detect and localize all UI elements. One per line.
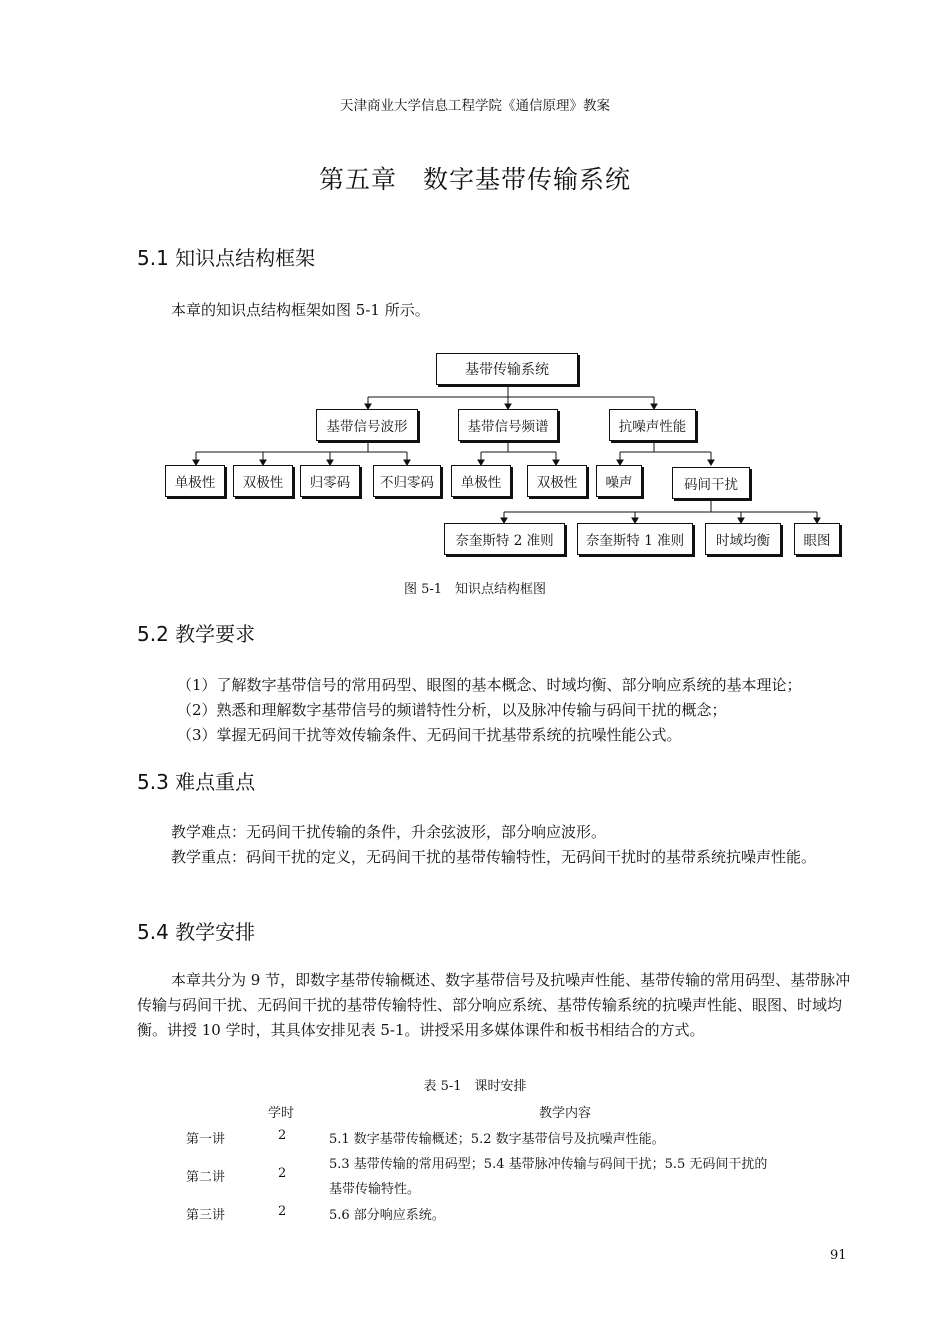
section-5-3-title: 5.3 难点重点 xyxy=(137,770,256,794)
node-l3-nyquist-2: 奈奎斯特 2 准则 xyxy=(444,523,565,555)
node-l1-spectrum: 基带信号频谱 xyxy=(458,409,558,441)
node-l1-waveform: 基带信号波形 xyxy=(316,409,418,441)
node-l2-unipolar: 单极性 xyxy=(165,465,225,497)
chapter-name: 数字基带传输系统 xyxy=(423,165,632,194)
requirement-1: （1）了解数字基带信号的常用码型、眼图的基本概念、时域均衡、部分响应系统的基本理论； xyxy=(177,676,802,694)
arrangement-paragraph: 本章共分为 9 节，即数字基带传输概述、数字基带信号及抗噪声性能、基带传输的常用码型、基带脉冲传输与码间干扰、无码间干扰的基带传输特性、部分响应系统、基带传输系统的抗噪声性能、眼图、时域均衡。讲授 10 学时，其具体安排见表 5-1。讲授采用多媒体课件和板书相结合的方式。 xyxy=(137,971,851,1039)
key-points: 教学重点：码间干扰的定义，无码间干扰的基带传输特性，无码间干扰时的基带系统抗噪声性能。 xyxy=(171,848,817,866)
node-l2-bipolar-2: 双极性 xyxy=(527,465,587,497)
table-cell-content-continued: 基带传输特性。 xyxy=(329,1182,421,1197)
table-header-hours: 学时 xyxy=(268,1106,295,1121)
diagram-connectors xyxy=(0,0,950,600)
table-cell-lecture: 第二讲 xyxy=(186,1170,226,1185)
node-l2-nrz: 不归零码 xyxy=(373,465,441,497)
table-header-content: 教学内容 xyxy=(539,1106,592,1121)
table-cell-content: 5.6 部分响应系统。 xyxy=(329,1208,445,1223)
section-5-4-title: 5.4 教学安排 xyxy=(137,920,256,944)
node-l2-rz: 归零码 xyxy=(300,465,360,497)
node-l2-isi: 码间干扰 xyxy=(672,467,750,499)
table-cell-lecture: 第三讲 xyxy=(186,1208,226,1223)
section-5-1-title: 5.1 知识点结构框架 xyxy=(137,246,316,270)
page-number: 91 xyxy=(830,1248,847,1263)
node-l1-noise-performance: 抗噪声性能 xyxy=(609,409,696,441)
table-cell-hours: 2 xyxy=(278,1204,287,1219)
table-cell-content: 5.3 基带传输的常用码型；5.4 基带脉冲传输与码间干扰；5.5 无码间干扰的 xyxy=(329,1157,768,1172)
requirement-3: （3）掌握无码间干扰等效传输条件、无码间干扰基带系统的抗噪性能公式。 xyxy=(177,726,682,744)
node-l2-noise: 噪声 xyxy=(596,465,642,497)
table-caption: 表 5-1 课时安排 xyxy=(423,1079,527,1094)
chapter-number: 第五章 xyxy=(318,165,397,194)
table-cell-content: 5.1 数字基带传输概述；5.2 数字基带信号及抗噪声性能。 xyxy=(329,1132,665,1147)
figure-caption: 图 5-1 知识点结构框图 xyxy=(403,582,547,597)
table-cell-lecture: 第一讲 xyxy=(186,1132,226,1147)
node-l3-nyquist-1: 奈奎斯特 1 准则 xyxy=(577,523,693,555)
table-cell-hours: 2 xyxy=(278,1166,287,1181)
section-5-1-intro: 本章的知识点结构框架如图 5-1 所示。 xyxy=(171,301,430,319)
section-5-2-title: 5.2 教学要求 xyxy=(137,622,256,646)
requirement-2: （2）熟悉和理解数字基带信号的频谱特性分析，以及脉冲传输与码间干扰的概念； xyxy=(177,701,727,719)
node-l2-bipolar: 双极性 xyxy=(233,465,293,497)
node-l3-eye-diagram: 眼图 xyxy=(794,523,840,555)
node-root: 基带传输系统 xyxy=(436,353,578,385)
table-cell-hours: 2 xyxy=(278,1128,287,1143)
page-header: 天津商业大学信息工程学院《通信原理》教案 xyxy=(340,98,610,114)
difficult-points: 教学难点：无码间干扰传输的条件，升余弦波形，部分响应波形。 xyxy=(171,823,607,841)
node-l2-unipolar-2: 单极性 xyxy=(451,465,511,497)
node-l3-equalization: 时域均衡 xyxy=(705,523,781,555)
